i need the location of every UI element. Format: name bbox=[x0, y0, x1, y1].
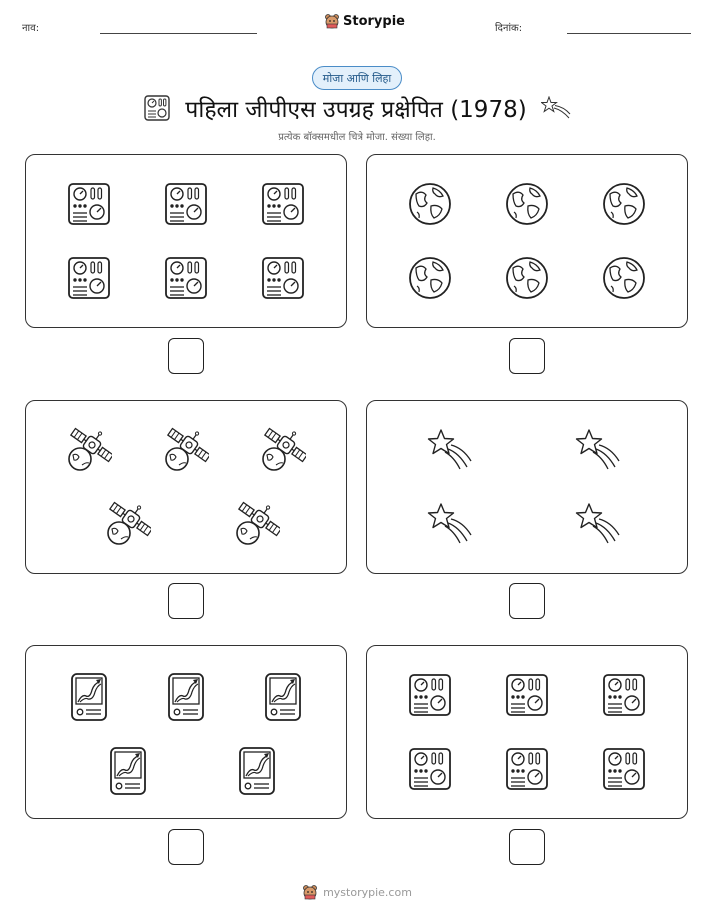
globe-icon bbox=[601, 255, 647, 305]
answer-box-4[interactable] bbox=[509, 583, 545, 619]
globe-icon bbox=[407, 181, 453, 231]
answer-box-2[interactable] bbox=[509, 338, 545, 374]
name-line[interactable] bbox=[100, 33, 257, 34]
gps-map-device-icon bbox=[163, 672, 209, 726]
control-panel-icon bbox=[260, 255, 306, 305]
gps-map-device-icon bbox=[105, 746, 151, 800]
control-panel-icon bbox=[407, 746, 453, 796]
control-panel-icon bbox=[407, 672, 453, 722]
answer-box-3[interactable] bbox=[168, 583, 204, 619]
bear-mascot-icon bbox=[324, 13, 340, 29]
control-panel-icon bbox=[143, 94, 171, 122]
control-panel-icon bbox=[601, 672, 647, 722]
satellite-earth-icon bbox=[260, 427, 306, 477]
globe-icon bbox=[601, 181, 647, 231]
footer-url: mystorypie.com bbox=[323, 885, 412, 899]
answer-box-5[interactable] bbox=[168, 829, 204, 865]
footer bbox=[0, 884, 714, 900]
control-panel-icon bbox=[601, 746, 647, 796]
satellite-earth-icon bbox=[66, 427, 112, 477]
answer-box-6[interactable] bbox=[509, 829, 545, 865]
control-panel-icon bbox=[260, 181, 306, 231]
name-label: नाव: bbox=[22, 23, 40, 34]
control-panel-icon bbox=[163, 255, 209, 305]
count-box-4 bbox=[366, 400, 688, 574]
instruction-text: प्रत्येक बॉक्समधील चित्रे मोजा. संख्या लिहा. bbox=[278, 132, 436, 143]
worksheet-title bbox=[0, 92, 714, 124]
activity-badge: मोजा आणि लिहा bbox=[312, 66, 402, 90]
control-panel-icon bbox=[163, 181, 209, 231]
shooting-star-icon bbox=[541, 96, 571, 120]
shooting-star-icon bbox=[427, 427, 473, 477]
shooting-star-icon bbox=[575, 501, 621, 551]
gps-map-device-icon bbox=[260, 672, 306, 726]
shooting-star-icon bbox=[427, 501, 473, 551]
globe-icon bbox=[407, 255, 453, 305]
satellite-earth-icon bbox=[163, 427, 209, 477]
control-panel-icon bbox=[66, 255, 112, 305]
date-line[interactable] bbox=[567, 33, 691, 34]
globe-icon bbox=[504, 181, 550, 231]
globe-icon bbox=[504, 255, 550, 305]
shooting-star-icon bbox=[575, 427, 621, 477]
date-label: दिनांक: bbox=[495, 23, 523, 34]
control-panel-icon bbox=[66, 181, 112, 231]
gps-map-device-icon bbox=[234, 746, 280, 800]
answer-box-1[interactable] bbox=[168, 338, 204, 374]
control-panel-icon bbox=[504, 672, 550, 722]
satellite-earth-icon bbox=[105, 501, 151, 551]
satellite-earth-icon bbox=[234, 501, 280, 551]
count-box-5 bbox=[25, 645, 347, 819]
count-box-3 bbox=[25, 400, 347, 574]
bear-mascot-icon bbox=[302, 884, 318, 900]
control-panel-icon bbox=[504, 746, 550, 796]
gps-map-device-icon bbox=[66, 672, 112, 726]
brand-name: Storypie bbox=[343, 13, 405, 29]
storypie-logo bbox=[324, 13, 405, 29]
page-title: पहिला जीपीएस उपग्रह प्रक्षेपित (1978) bbox=[185, 97, 527, 123]
